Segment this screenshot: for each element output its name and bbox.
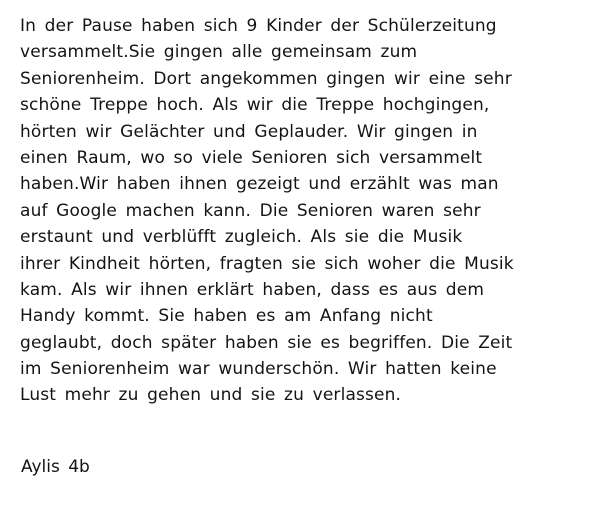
text-line: auf Google machen kann. Die Senioren waren sehr: [20, 200, 481, 221]
text-line: In der Pause haben sich 9 Kinder der Schülerzeitung: [20, 16, 497, 36]
author-signature: Aylis 4b: [21, 457, 90, 477]
text-line: ihrer Kindheit hörten, fragten sie sich woher die Musik: [20, 253, 514, 274]
text-line: im Seniorenheim war wunderschön. Wir hatten keine: [20, 359, 497, 380]
text-line: Handy kommt. Sie haben es am Anfang nicht: [20, 306, 433, 327]
text-line: Lust mehr zu gehen und sie zu verlassen.: [20, 385, 402, 406]
text-line: geglaubt, doch später haben sie es begriffen. Die Zeit: [20, 332, 513, 353]
body-text: [20, 13, 590, 409]
text-line: Seniorenheim. Dort angekommen gingen wir eine sehr: [20, 68, 512, 89]
text-line: kam. Als wir ihnen erklärt haben, dass es aus dem: [20, 279, 485, 300]
text-line: einen Raum, wo so viele Senioren sich versammelt: [20, 147, 483, 168]
text-line: versammelt.Sie gingen alle gemeinsam zum: [20, 42, 418, 63]
text-line: haben.Wir haben ihnen gezeigt und erzählt was man: [20, 174, 499, 195]
text-line: hörten wir Gelächter und Geplauder. Wir gingen in: [20, 121, 478, 142]
text-line: schöne Treppe hoch. Als wir die Treppe hochgingen,: [20, 95, 490, 116]
text-line: erstaunt und verblüfft zugleich. Als sie die Musik: [20, 227, 463, 248]
